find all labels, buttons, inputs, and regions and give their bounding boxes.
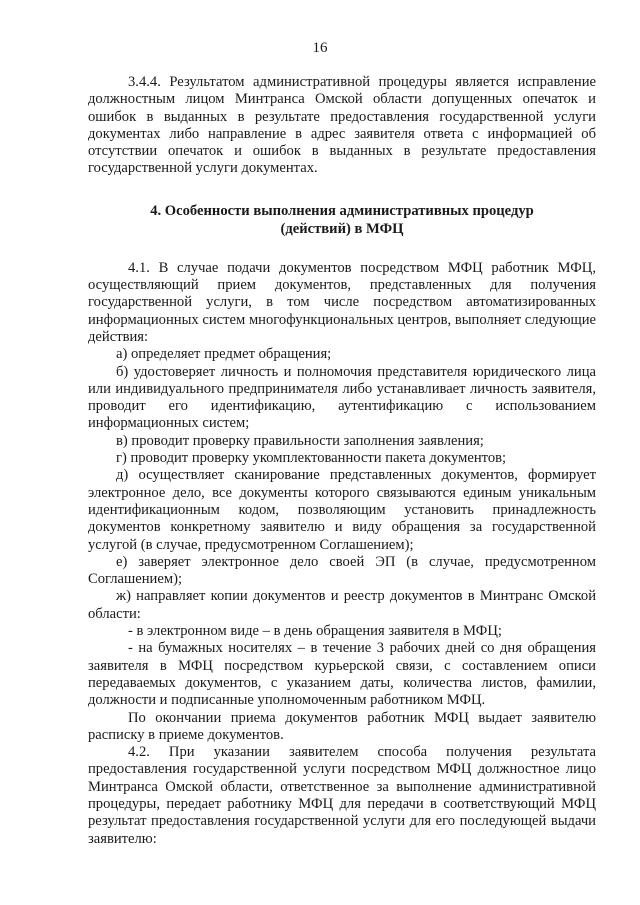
paragraph: 4.1. В случае подачи документов посредством МФЦ работник МФЦ, осуществляющий прием документов, представленных для получения государственной услуги, в том числе посредством автоматизированных информационных систем многофункциональных центров, выполняет следующие действия: bbox=[88, 259, 596, 345]
paragraph: По окончании приема документов работник МФЦ выдает заявителю расписку в приеме документов. bbox=[88, 709, 596, 743]
list-item: г) проводит проверку укомплектованности пакета документов; bbox=[116, 450, 507, 467]
list-item: в) проводит проверку правильности заполнения заявления; bbox=[116, 432, 484, 449]
paragraph: 4.2. При указании заявителем способа получения результата предоставления государственной услуги посредством МФЦ должностное лицо Минтранса Омской области, ответственное за выполнение административной процедуры, передает работнику МФЦ для передачи в соответствующий МФЦ результат предоставления государственной услуги для его последующей выдачи заявителю: bbox=[88, 744, 596, 847]
list-item: а) определяет предмет обращения; bbox=[116, 346, 332, 363]
document-body bbox=[88, 74, 596, 848]
list-item: е) заверяет электронное дело своей ЭП (в случае, предусмотренном Соглашением); bbox=[88, 553, 596, 588]
dash-item: - на бумажных носителях – в течение 3 рабочих дней со дня обращения заявителя в МФЦ посредством курьерской связи, с составлением описи передаваемых документов, с указанием даты, количества листов, фамилии, должности и подписанные уполномоченным работником МФЦ. bbox=[88, 640, 596, 709]
dash-item: - в электронном виде – в день обращения заявителя в МФЦ; bbox=[128, 623, 502, 640]
section-heading-line-2: (действий) в МФЦ bbox=[280, 220, 404, 237]
page-number: 16 bbox=[312, 40, 328, 56]
list-item: б) удостоверяет личность и полномочия представителя юридического лица или индивидуального предпринимателя либо устанавливает личность заявителя, проводит его идентификацию, аутентификацию с использованием информационных систем; bbox=[88, 363, 596, 432]
section-heading bbox=[108, 202, 576, 238]
list-item: ж) направляет копии документов и реестр документов в Минтранс Омской области: bbox=[88, 588, 596, 622]
section-heading-line-1: 4. Особенности выполнения административных процедур bbox=[150, 202, 534, 219]
intro-paragraph: 3.4.4. Результатом административной процедуры является исправление должностным лицом Минтранса Омской области допущенных опечаток и ошибок в выданных в результате предоставления государственной услуги документах либо направление в адрес заявителя ответа с информацией об отсутствии опечаток и ошибок в выданных в результате предоставления государственной услуги документах. bbox=[88, 74, 596, 177]
list-item: д) осуществляет сканирование представленных документов, формирует электронное дело, все документы которого связываются единым уникальным идентификационным кодом, позволяющим установить принадлежность документов конкретному заявителю и виду обращения за государственной услугой (в случае, предусмотренном Соглашением); bbox=[88, 467, 596, 553]
paragraph-list bbox=[88, 260, 596, 848]
